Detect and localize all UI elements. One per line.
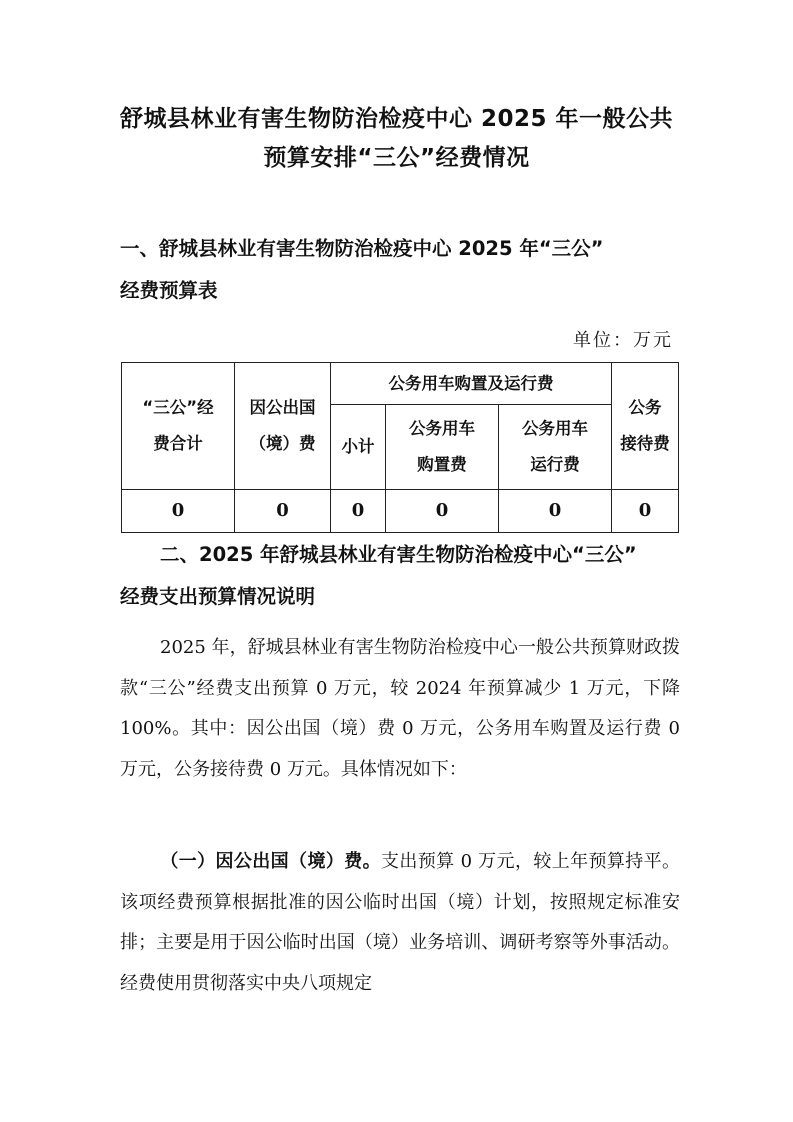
header-subtotal-cell: 小计 bbox=[331, 405, 386, 490]
document-title-line2: 预算安排“三公”经费情况 bbox=[263, 145, 530, 171]
paragraph-summary bbox=[120, 628, 680, 790]
header-run-cell bbox=[499, 405, 612, 490]
value-total: 0 bbox=[122, 490, 235, 533]
section1-heading-line1: 一、舒城县林业有害生物防治检疫中心 2025 年“三公” bbox=[120, 237, 604, 260]
paragraph-summary-text: 2025 年，舒城县林业有害生物防治检疫中心一般公共预算财政拨款“三公”经费支出预算 0 万元，较 2024 年预算减少 1 万元，下降 100%。其中：因公出国（境）费 0 万元，公务用车购置及运行费 0 万元，公务接待费 0 万元。具体情况如下： bbox=[120, 637, 680, 780]
value-purchase: 0 bbox=[386, 490, 499, 533]
table-row bbox=[122, 490, 679, 533]
paragraph-abroad-body: 支出预算 0 万元，较上年预算持平。该项经费预算根据批准的因公临时出国（境）计划，按照规定标准安排；主要是用于因公临时出国（境）业务培训、调研考察等外事活动。经费使用贯彻落实中央八项规定 bbox=[120, 851, 680, 994]
header-total-line2: 费合计 bbox=[153, 434, 203, 453]
header-purchase-line1: 公务用车 bbox=[409, 419, 475, 438]
section2-heading-line1: 二、2025 年舒城县林业有害生物防治检疫中心“三公” bbox=[160, 543, 637, 566]
header-run-line2: 运行费 bbox=[530, 455, 580, 474]
unit-label: 单位：万元 bbox=[573, 330, 673, 351]
header-abroad-line1: 因公出国 bbox=[249, 398, 316, 417]
header-total-cell bbox=[122, 363, 235, 490]
header-vehicle-cell: 公务用车购置及运行费 bbox=[331, 363, 612, 405]
header-reception-cell bbox=[612, 363, 679, 490]
header-run-line1: 公务用车 bbox=[522, 419, 588, 438]
header-total-line1: “三公”经 bbox=[142, 398, 214, 417]
header-abroad-cell bbox=[235, 363, 331, 490]
document-title-line1: 舒城县林业有害生物防治检疫中心 2025 年一般公共 bbox=[119, 106, 674, 132]
header-abroad-line2: （境）费 bbox=[249, 434, 316, 453]
paragraph-abroad-lead: （一）因公出国（境）费。 bbox=[160, 851, 381, 872]
section1-heading-line2: 经费预算表 bbox=[120, 279, 218, 302]
header-purchase-line2: 购置费 bbox=[417, 455, 467, 474]
budget-table bbox=[121, 362, 679, 533]
value-subtotal: 0 bbox=[331, 490, 386, 533]
value-run: 0 bbox=[499, 490, 612, 533]
header-reception-line2: 接待费 bbox=[620, 434, 670, 453]
header-reception-line1: 公务 bbox=[628, 398, 662, 417]
value-reception: 0 bbox=[612, 490, 679, 533]
paragraph-abroad bbox=[120, 842, 680, 1004]
header-purchase-cell bbox=[386, 405, 499, 490]
value-abroad: 0 bbox=[235, 490, 331, 533]
section2-heading-line2: 经费支出预算情况说明 bbox=[120, 585, 316, 608]
table-header-row bbox=[122, 363, 679, 405]
